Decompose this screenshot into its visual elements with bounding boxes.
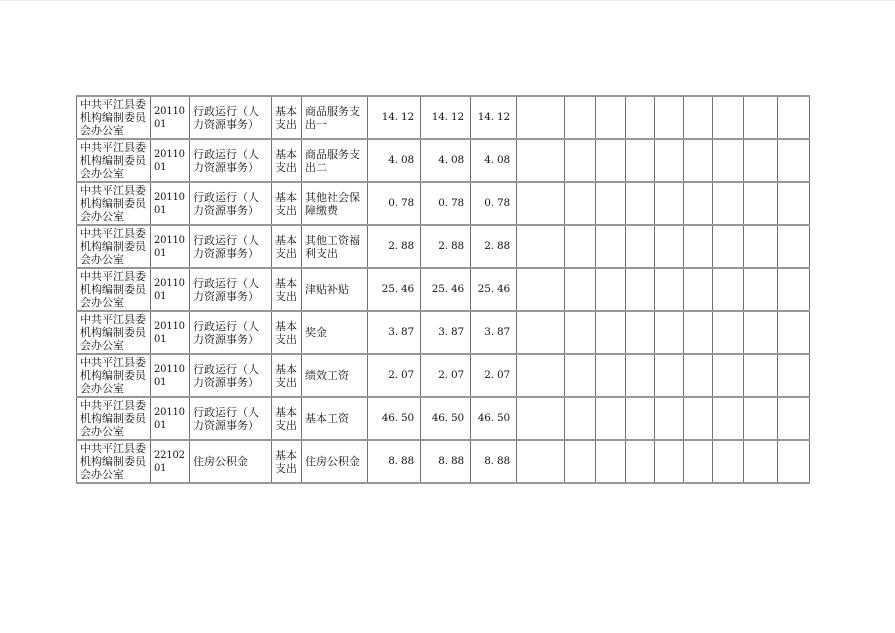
empty-cell: [596, 139, 626, 182]
amount-cell: 8. 88: [368, 440, 421, 483]
economic-item-cell: 基本工资: [302, 397, 368, 440]
empty-cell: [744, 397, 778, 440]
function-item-cell: 行政运行（人力资源事务）: [190, 354, 272, 397]
amount-cell: 3. 87: [368, 311, 421, 354]
table-row: [77, 311, 810, 354]
empty-cell: [565, 397, 596, 440]
amount-cell: 2. 88: [421, 225, 471, 268]
amount-cell: 8. 88: [421, 440, 471, 483]
empty-cell: [596, 96, 626, 139]
table-row: [77, 397, 810, 440]
empty-cell: [713, 311, 744, 354]
amount-cell: 0. 78: [471, 182, 517, 225]
empty-cell: [626, 182, 655, 225]
empty-cell: [713, 397, 744, 440]
budget-table: [76, 95, 810, 484]
empty-cell: [684, 225, 713, 268]
table-row: [77, 96, 810, 139]
expense-type-cell: 基本支出: [272, 354, 302, 397]
empty-cell: [517, 139, 565, 182]
empty-cell: [778, 397, 810, 440]
amount-cell: 14. 12: [471, 96, 517, 139]
economic-item-cell: 其他社会保障缴费: [302, 182, 368, 225]
org-name-cell: 中共平江县委机构编制委员会办公室: [77, 397, 151, 440]
empty-cell: [778, 354, 810, 397]
budget-code-cell: 20110 01: [151, 225, 190, 268]
empty-cell: [778, 96, 810, 139]
function-item-cell: 行政运行（人力资源事务）: [190, 182, 272, 225]
amount-cell: 4. 08: [368, 139, 421, 182]
empty-cell: [596, 440, 626, 483]
empty-cell: [655, 354, 684, 397]
empty-cell: [565, 182, 596, 225]
table-row: [77, 268, 810, 311]
empty-cell: [684, 440, 713, 483]
empty-cell: [596, 397, 626, 440]
org-name-cell: 中共平江县委机构编制委员会办公室: [77, 96, 151, 139]
amount-cell: 2. 07: [421, 354, 471, 397]
empty-cell: [596, 354, 626, 397]
economic-item-cell: 商品服务支出一: [302, 96, 368, 139]
expense-type-cell: 基本支出: [272, 311, 302, 354]
function-item-cell: 住房公积金: [190, 440, 272, 483]
function-item-cell: 行政运行（人力资源事务）: [190, 225, 272, 268]
amount-cell: 46. 50: [421, 397, 471, 440]
expense-type-cell: 基本支出: [272, 182, 302, 225]
empty-cell: [684, 182, 713, 225]
empty-cell: [517, 225, 565, 268]
expense-type-cell: 基本支出: [272, 268, 302, 311]
empty-cell: [517, 96, 565, 139]
expense-type-cell: 基本支出: [272, 225, 302, 268]
empty-cell: [626, 268, 655, 311]
org-name-cell: 中共平江县委机构编制委员会办公室: [77, 268, 151, 311]
empty-cell: [655, 139, 684, 182]
empty-cell: [713, 139, 744, 182]
empty-cell: [684, 311, 713, 354]
amount-cell: 25. 46: [368, 268, 421, 311]
expense-type-cell: 基本支出: [272, 96, 302, 139]
empty-cell: [744, 440, 778, 483]
economic-item-cell: 商品服务支出二: [302, 139, 368, 182]
empty-cell: [655, 225, 684, 268]
amount-cell: 4. 08: [421, 139, 471, 182]
empty-cell: [626, 311, 655, 354]
table-row: [77, 440, 810, 483]
empty-cell: [684, 397, 713, 440]
amount-cell: 14. 12: [368, 96, 421, 139]
empty-cell: [517, 311, 565, 354]
empty-cell: [655, 182, 684, 225]
empty-cell: [517, 354, 565, 397]
empty-cell: [596, 225, 626, 268]
function-item-cell: 行政运行（人力资源事务）: [190, 96, 272, 139]
empty-cell: [684, 354, 713, 397]
budget-code-cell: 20110 01: [151, 268, 190, 311]
empty-cell: [744, 182, 778, 225]
empty-cell: [655, 397, 684, 440]
empty-cell: [778, 311, 810, 354]
empty-cell: [565, 311, 596, 354]
amount-cell: 0. 78: [368, 182, 421, 225]
economic-item-cell: 奖金: [302, 311, 368, 354]
empty-cell: [655, 311, 684, 354]
empty-cell: [517, 440, 565, 483]
expense-type-cell: 基本支出: [272, 139, 302, 182]
table-row: [77, 182, 810, 225]
amount-cell: 2. 88: [368, 225, 421, 268]
amount-cell: 2. 07: [368, 354, 421, 397]
empty-cell: [596, 182, 626, 225]
empty-cell: [744, 225, 778, 268]
empty-cell: [626, 96, 655, 139]
empty-cell: [778, 268, 810, 311]
empty-cell: [713, 225, 744, 268]
empty-cell: [713, 354, 744, 397]
table-row: [77, 354, 810, 397]
empty-cell: [517, 268, 565, 311]
org-name-cell: 中共平江县委机构编制委员会办公室: [77, 440, 151, 483]
empty-cell: [655, 440, 684, 483]
budget-code-cell: 20110 01: [151, 311, 190, 354]
function-item-cell: 行政运行（人力资源事务）: [190, 397, 272, 440]
empty-cell: [744, 354, 778, 397]
budget-code-cell: 20110 01: [151, 397, 190, 440]
budget-code-cell: 20110 01: [151, 139, 190, 182]
amount-cell: 46. 50: [368, 397, 421, 440]
economic-item-cell: 其他工资福利支出: [302, 225, 368, 268]
empty-cell: [744, 139, 778, 182]
budget-code-cell: 20110 01: [151, 354, 190, 397]
empty-cell: [626, 139, 655, 182]
empty-cell: [596, 311, 626, 354]
amount-cell: 2. 07: [471, 354, 517, 397]
amount-cell: 3. 87: [471, 311, 517, 354]
economic-item-cell: 住房公积金: [302, 440, 368, 483]
empty-cell: [626, 225, 655, 268]
org-name-cell: 中共平江县委机构编制委员会办公室: [77, 354, 151, 397]
empty-cell: [626, 397, 655, 440]
amount-cell: 2. 88: [471, 225, 517, 268]
empty-cell: [626, 440, 655, 483]
amount-cell: 14. 12: [421, 96, 471, 139]
empty-cell: [713, 268, 744, 311]
empty-cell: [778, 182, 810, 225]
budget-code-cell: 20110 01: [151, 182, 190, 225]
empty-cell: [517, 182, 565, 225]
expense-type-cell: 基本支出: [272, 397, 302, 440]
empty-cell: [744, 96, 778, 139]
table-row: [77, 139, 810, 182]
empty-cell: [713, 182, 744, 225]
empty-cell: [517, 397, 565, 440]
empty-cell: [684, 139, 713, 182]
function-item-cell: 行政运行（人力资源事务）: [190, 139, 272, 182]
empty-cell: [565, 268, 596, 311]
amount-cell: 25. 46: [421, 268, 471, 311]
table-row: [77, 225, 810, 268]
empty-cell: [778, 440, 810, 483]
amount-cell: 4. 08: [471, 139, 517, 182]
org-name-cell: 中共平江县委机构编制委员会办公室: [77, 225, 151, 268]
empty-cell: [565, 96, 596, 139]
economic-item-cell: 绩效工资: [302, 354, 368, 397]
amount-cell: 25. 46: [471, 268, 517, 311]
empty-cell: [655, 268, 684, 311]
amount-cell: 8. 88: [471, 440, 517, 483]
expense-type-cell: 基本支出: [272, 440, 302, 483]
org-name-cell: 中共平江县委机构编制委员会办公室: [77, 182, 151, 225]
org-name-cell: 中共平江县委机构编制委员会办公室: [77, 139, 151, 182]
empty-cell: [565, 225, 596, 268]
empty-cell: [778, 225, 810, 268]
empty-cell: [626, 354, 655, 397]
org-name-cell: 中共平江县委机构编制委员会办公室: [77, 311, 151, 354]
empty-cell: [684, 268, 713, 311]
budget-code-cell: 22102 01: [151, 440, 190, 483]
function-item-cell: 行政运行（人力资源事务）: [190, 268, 272, 311]
empty-cell: [565, 440, 596, 483]
table-body: [77, 96, 810, 483]
amount-cell: 3. 87: [421, 311, 471, 354]
amount-cell: 0. 78: [421, 182, 471, 225]
function-item-cell: 行政运行（人力资源事务）: [190, 311, 272, 354]
empty-cell: [565, 139, 596, 182]
empty-cell: [744, 311, 778, 354]
empty-cell: [565, 354, 596, 397]
budget-code-cell: 20110 01: [151, 96, 190, 139]
empty-cell: [655, 96, 684, 139]
empty-cell: [744, 268, 778, 311]
empty-cell: [778, 139, 810, 182]
amount-cell: 46. 50: [471, 397, 517, 440]
economic-item-cell: 津贴补贴: [302, 268, 368, 311]
empty-cell: [684, 96, 713, 139]
empty-cell: [713, 96, 744, 139]
empty-cell: [713, 440, 744, 483]
empty-cell: [596, 268, 626, 311]
